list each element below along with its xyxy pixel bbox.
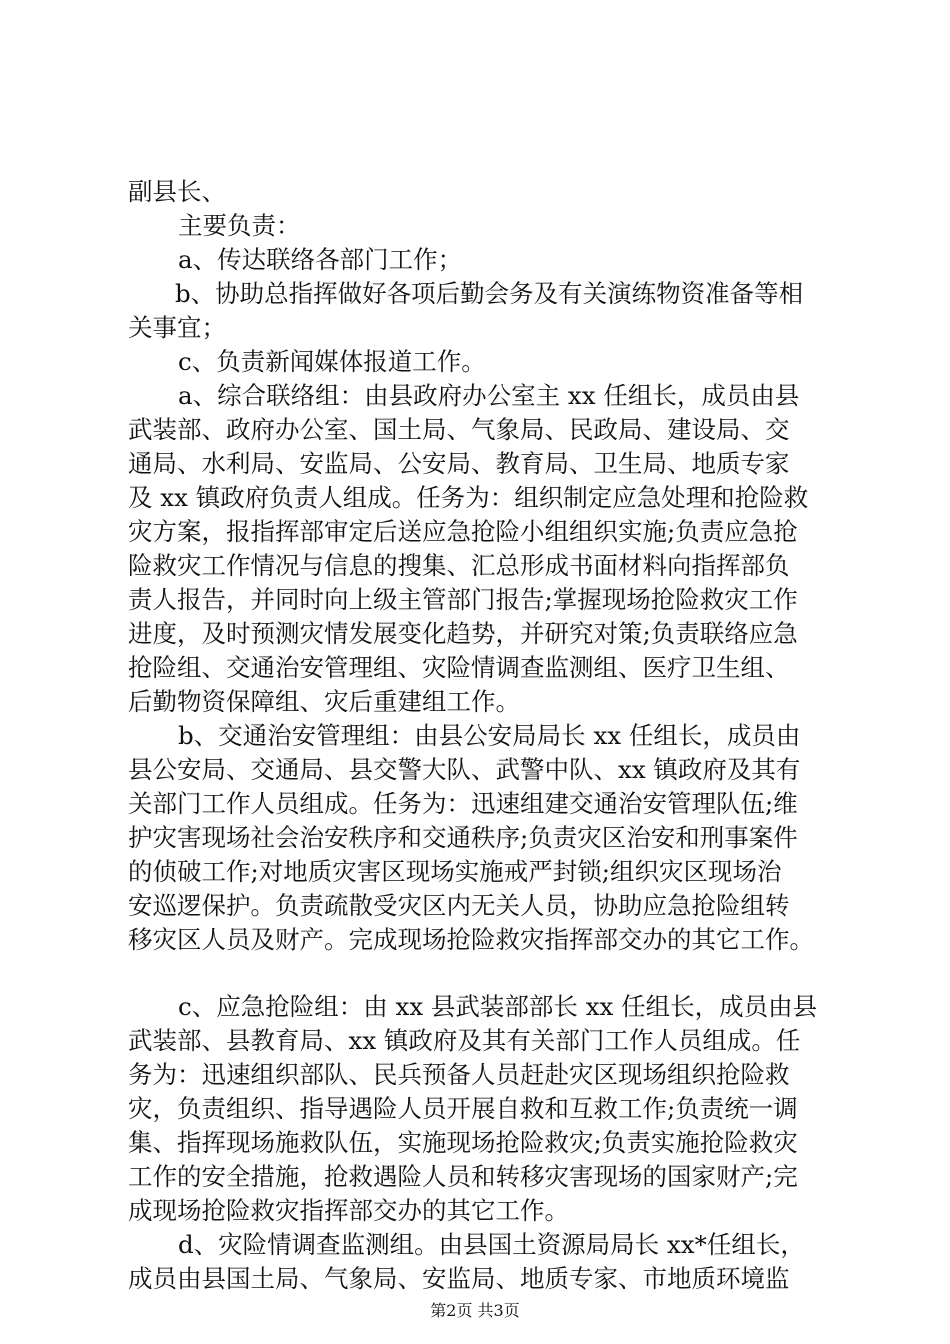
text-line: a、传达联络各部门工作； bbox=[178, 245, 463, 274]
text-line: 险救灾工作情况与信息的搜集、汇总形成书面材料向指挥部负 bbox=[128, 551, 790, 580]
text-line: b、协助总指挥做好各项后勤会务及有关演练物资准备等相 bbox=[175, 279, 804, 308]
text-line: d、灾险情调查监测组。由县国土资源局局长 xx*任组长， bbox=[178, 1230, 805, 1259]
text-line: c、负责新闻媒体报道工作。 bbox=[178, 347, 486, 376]
text-line: 通局、水利局、安监局、公安局、教育局、卫生局、地质专家 bbox=[128, 449, 790, 478]
text-line: 工作的安全措施，抢救遇险人员和转移灾害现场的国家财产;完 bbox=[128, 1162, 798, 1191]
text-line: a、综合联络组：由县政府办公室主 xx 任组长，成员由县 bbox=[178, 381, 800, 410]
text-line: 灾，负责组织、指导遇险人员开展自救和互救工作;负责统一调 bbox=[128, 1094, 798, 1123]
text-line: 主要负责： bbox=[178, 211, 301, 240]
page-number-footer: 第2页 共3页 bbox=[430, 1301, 520, 1320]
text-line: 移灾区人员及财产。完成现场抢险救灾指挥部交办的其它工作。 bbox=[128, 925, 814, 954]
text-line: 关事宜； bbox=[128, 313, 226, 342]
text-line: 副县长、 bbox=[128, 177, 226, 206]
text-line: 责人报告，并同时向上级主管部门报告;掌握现场抢险救灾工作 bbox=[128, 585, 798, 614]
text-line: 抢险组、交通治安管理组、灾险情调查监测组、医疗卫生组、 bbox=[128, 653, 790, 682]
text-line: 护灾害现场社会治安秩序和交通秩序;负责灾区治安和刑事案件 bbox=[128, 823, 798, 852]
text-line: 县公安局、交通局、县交警大队、武警中队、xx 镇政府及其有 bbox=[128, 755, 801, 784]
text-line: 灾方案，报指挥部审定后送应急抢险小组组织实施;负责应急抢 bbox=[128, 517, 798, 546]
text-line: 集、指挥现场施救队伍，实施现场抢险救灾;负责实施抢险救灾 bbox=[128, 1128, 798, 1157]
text-line: 安巡逻保护。负责疏散受灾区内无关人员，协助应急抢险组转 bbox=[128, 891, 790, 920]
text-line: 武装部、政府办公室、国土局、气象局、民政局、建设局、交 bbox=[128, 415, 790, 444]
text-line: 及 xx 镇政府负责人组成。任务为：组织制定应急处理和抢险救 bbox=[128, 483, 809, 512]
text-line: c、应急抢险组：由 xx 县武装部部长 xx 任组长，成员由县 bbox=[178, 992, 818, 1021]
text-line: 成现场抢险救灾指挥部交办的其它工作。 bbox=[128, 1196, 569, 1225]
text-line: 武装部、县教育局、xx 镇政府及其有关部门工作人员组成。任 bbox=[128, 1026, 801, 1055]
text-line: 成员由县国土局、气象局、安监局、地质专家、市地质环境监 bbox=[128, 1264, 790, 1293]
text-line: b、交通治安管理组：由县公安局局长 xx 任组长，成员由 bbox=[178, 721, 801, 750]
text-line: 进度，及时预测灾情发展变化趋势，并研究对策;负责联络应急 bbox=[128, 619, 798, 648]
text-line: 务为：迅速组织部队、民兵预备人员赶赴灾区现场组织抢险救 bbox=[128, 1060, 790, 1089]
text-line: 关部门工作人员组成。任务为：迅速组建交通治安管理队伍;维 bbox=[128, 789, 798, 818]
text-line: 的侦破工作;对地质灾害区现场实施戒严封锁;组织灾区现场治 bbox=[128, 857, 782, 886]
text-line: 后勤物资保障组、灾后重建组工作。 bbox=[128, 687, 520, 716]
